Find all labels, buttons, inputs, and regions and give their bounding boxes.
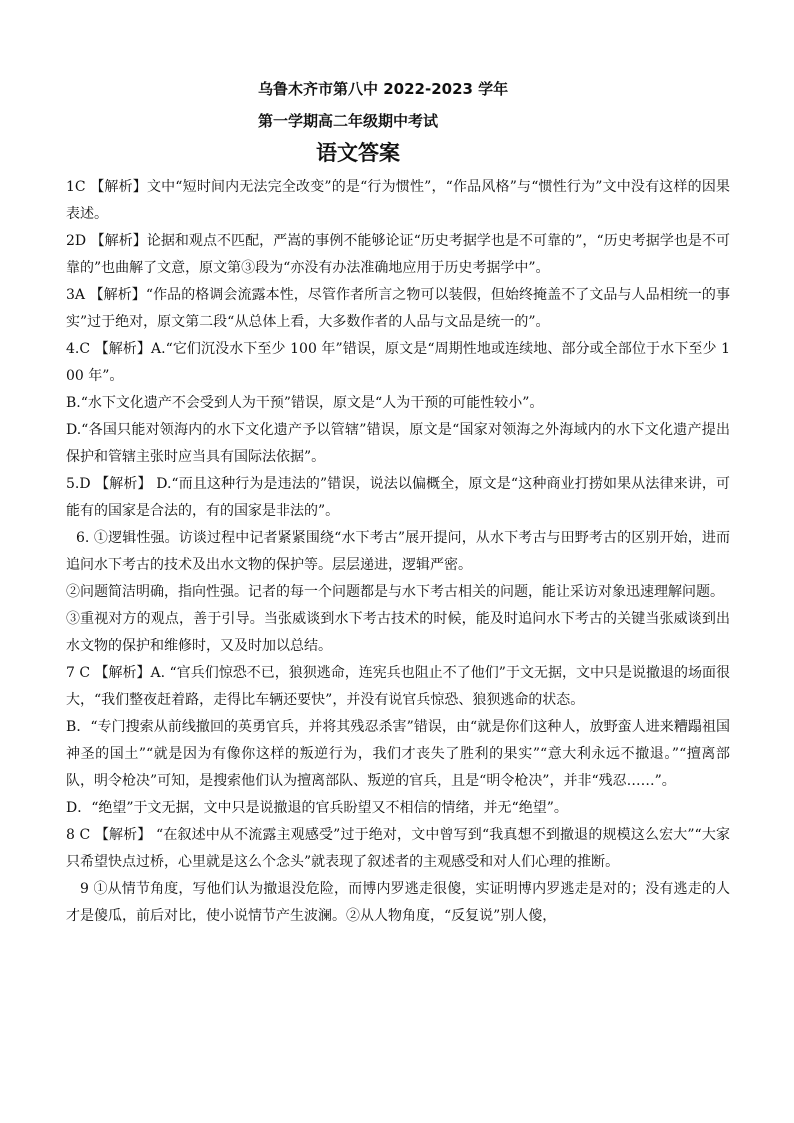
school-exam-line: 乌鲁木齐市第八中 2022-2023 学年 — [258, 80, 509, 98]
answer-7-option-d: D．“绝望”于文无据，文中只是说撤退的官兵盼望又不相信的情绪，并无“绝望”。 — [66, 800, 568, 816]
answer-6-point-3: ③重视对方的观点，善于引导。当张威谈到水下考古技术的时候，能及时追问水下考古的关键当张威谈到出水文物的保护和维修时，又及时加以总结。 — [66, 611, 730, 654]
answer-7: 7 C 【解析】A. “官兵们惊恐不已，狼狈逃命，连宪兵也阻止不了他们”于文无据，文中只是说撤退的场面很大，“我们整夜赶着路，走得比车辆还要快”，并没有说官兵惊恐、狼狈逃命的状态。 — [66, 665, 730, 708]
exam-term-line: 第一学期高二年级期中考试 — [258, 112, 439, 130]
answer-3: 3A 【解析】“作品的格调会流露本性，尽管作者所言之物可以装假，但始终掩盖不了文品与人品相统一的事实”过于绝对，原文第二段“从总体上看，大多数作者的人品与文品是统一的”。 — [66, 287, 730, 330]
answer-8: 8 C 【解析】 “在叙述中从不流露主观感受”过于绝对，文中曾写到“我真想不到撤退的规模这么宏大”“大家只希望快点过桥，心里就是这么个念头”就表现了叙述者的主观感受和对人们心理的推断。 — [66, 827, 730, 870]
answer-4-option-d: D.“各国只能对领海内的水下文化遗产予以管辖”错误，原文是“国家对领海之外海域内的水下文化遗产提出保护和管辖主张时应当具有国际法依据”。 — [66, 422, 730, 465]
answer-9: 9 ①从情节角度，写他们认为撤退没危险，而博内罗逃走很傻，实证明博内罗逃走是对的；没有逃走的人才是傻瓜，前后对比，使小说情节产生波澜。②从人物角度，“反复说”别人傻， — [66, 881, 730, 924]
answer-6-point-1: 6. ①逻辑性强。访谈过程中记者紧紧围绕“水下考古”展开提问，从水下考古与田野考古的区别开始，进而追问水下考古的技术及出水文物的保护等。层层递进，逻辑严密。 — [66, 530, 730, 573]
answer-4: 4.C 【解析】A.“它们沉没水下至少 100 年”错误，原文是“周期性地或连续地、部分或全部位于水下至少 100 年”。 — [66, 341, 730, 384]
answer-body — [66, 174, 730, 930]
answer-6-point-2: ②问题简洁明确，指向性强。记者的每一个问题都是与水下考古相关的问题，能让采访对象迅速理解问题。 — [66, 584, 724, 600]
answer-5: 5.D 【解析】 D.“而且这种行为是违法的”错误，说法以偏概全，原文是“这种商业打捞如果从法律来讲，可能有的国家是合法的，有的国家是非法的”。 — [66, 476, 730, 519]
answer-4-option-b: B.“水下文化遗产不会受到人为干预”错误，原文是“人为干预的可能性较小”。 — [66, 395, 544, 411]
page-title: 语文答案 — [316, 141, 400, 165]
answer-7-option-b: B．“专门搜索从前线撤回的英勇官兵，并将其残忍杀害”错误，由“就是你们这种人，放野蛮人进来糟蹋祖国神圣的国土”“就是因为有像你这样的叛逆行为，我们才丧失了胜利的果实”“意大利永远不撤退。”“擅离部队，明令枪决”可知，是搜索他们认为擅离部队、叛逆的官兵，且是“明令枪决”，并非“残忍……”。 — [66, 719, 730, 789]
answer-2: 2D 【解析】论据和观点不匹配，严嵩的事例不能够论证“历史考据学也是不可靠的”，“历史考据学也是不可靠的”也曲解了文意，原文第③段为“亦没有办法准确地应用于历史考据学中”。 — [66, 233, 730, 276]
answer-1: 1C 【解析】文中“短时间内无法完全改变”的是“行为惯性”，“作品风格”与“惯性行为”文中没有这样的因果表述。 — [66, 179, 730, 222]
